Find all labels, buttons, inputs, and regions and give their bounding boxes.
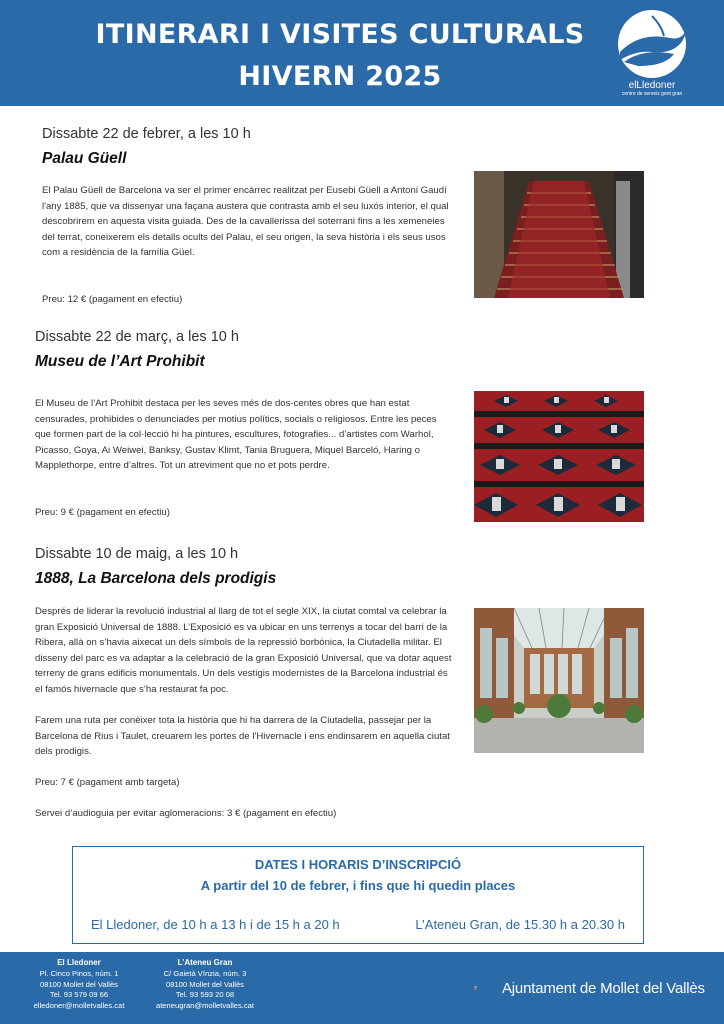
title-line-2: HIVERN 2025 <box>238 61 442 92</box>
title-line-1: ITINERARI I VISITES CULTURALS <box>95 19 585 50</box>
footer-ateneu-email[interactable]: ateneugran@molletvalles.cat <box>155 1001 255 1011</box>
footer-ateneu-phone: Tel. 93 593 20 08 <box>175 990 235 1000</box>
footer-lledoner-name: El Lledoner <box>57 958 101 967</box>
event-3-date: Dissabte 10 de maig, a les 10 h <box>35 546 239 562</box>
art-prohibit-photo <box>474 391 644 522</box>
footer-ateneu-city: 08100 Mollet del Vallès <box>166 979 244 989</box>
footer-lledoner-city: 08100 Mollet del Vallès <box>40 979 118 989</box>
event-1-title: Palau Güell <box>42 150 127 167</box>
palau-guell-photo <box>474 171 644 298</box>
event-3-description-2: Farem una ruta per conèixer tota la història que hi ha darrera de la Ciutadella, passejar per la Barcelona de Rius i Taulet, creuarem les portes de l'Hivernacle i ens endinsarem en aquella ciutat dels prodigis. <box>35 715 450 758</box>
event-3-price: Preu: 7 € (pagament amb targeta) <box>35 777 180 788</box>
event-1-price: Preu: 12 € (pagament en efectiu) <box>42 294 183 305</box>
logo-name: elLledoner <box>628 80 676 91</box>
footer-lledoner-phone: Tel. 93 579 09 66 <box>49 990 109 1000</box>
registration-lledoner-hours: El Lledoner, de 10 h a 13 h i de 15 h a 20 h <box>91 917 340 932</box>
event-2-date: Dissabte 22 de març, a les 10 h <box>35 329 239 345</box>
event-2-description: El Museu de l’Art Prohibit destaca per les seves més de dos-centes obres que han estat censurades, prohibides o denunciades per motius polítics, socials o religiosos. Entre les peces que formen part de la col·lecció hi ha pintures, escultures, fotografies... d’artistes com Warhol, Picasso, Goya, Ai Weiwei, Banksy, Gustav Klimt, Tania Bruguera, Miquel Barceló, Haring o Mapplethorpe, entre d’altres. Tot un atreviment que no et pots perdre. <box>35 398 437 472</box>
registration-box <box>72 846 644 944</box>
footer-lledoner-email[interactable]: elledoner@molletvalles.cat <box>33 1001 125 1011</box>
hivernacle-photo <box>474 608 644 753</box>
event-2-title: Museu de l’Art Prohibit <box>35 353 205 370</box>
event-3-description: Després de liderar la revolució industrial al llarg de tot el segle XIX, la ciutat comtal va celebrar la gran Exposició Universal de 1888. L’Exposició es va ubicar en uns terrenys a tocar del barri de la Ribera, allà on s’havia aixecat un dels símbols de la repressió borbònica, la Ciutadella militar. El disseny del parc es va adaptar a la celebració de la gran Exposició Universal, que va dotar aquest terreny de grans edificis monumentals. Un dels vestigis modernistes de la Barcelona industrial és el famós hivernacle que s’ha restaurat fa poc. <box>35 606 452 695</box>
registration-heading: DATES I HORARIS D’INSCRIPCIÓ <box>254 857 462 872</box>
page-title <box>40 14 640 98</box>
ajuntament-shield-icon <box>474 968 502 1008</box>
footer-ateneu-name: L’Ateneu Gran <box>177 958 233 967</box>
ajuntament-name: Ajuntament de Mollet del Vallès <box>502 980 705 997</box>
event-1-date: Dissabte 22 de febrer, a les 10 h <box>42 126 251 142</box>
event-1-description: El Palau Güell de Barcelona va ser el primer encàrrec realitzat per Eusebi Güell a Antoni Gaudí l'any 1885, que va dissenyar una façana austera que contrasta amb el seu luxós interior, el qual descobrirem en aquesta visita guiada. Des de la cavallerissa del soterrani fins a les xemeneies del terrat, coneixerem els detalls ocults del Palau, el seu origen, la seva història i els seus usos com a residència de la família Güel. <box>42 185 449 259</box>
footer-lledoner-contact <box>14 958 144 1012</box>
event-3-extra: Servei d’audioguia per evitar aglomeracions: 3 € (pagament en efectiu) <box>35 808 337 819</box>
event-3-title: 1888, La Barcelona dels prodigis <box>35 570 277 587</box>
registration-subheading: A partir del 10 de febrer, i fins que hi quedin places <box>200 878 516 893</box>
footer-ateneu-address: C/ Gaietà Vínzia, núm. 3 <box>163 968 247 978</box>
footer-lledoner-address: Pl. Cinco Pinos, núm. 1 <box>39 968 119 978</box>
event-2-price: Preu: 9 € (pagament en efectiu) <box>35 507 170 518</box>
logo-subtitle: centre de serveis gent gran <box>621 91 683 97</box>
registration-ateneu-hours: L’Ateneu Gran, de 15.30 h a 20.30 h <box>415 917 625 932</box>
header-banner <box>0 0 724 106</box>
footer-ateneu-contact <box>140 958 270 1012</box>
